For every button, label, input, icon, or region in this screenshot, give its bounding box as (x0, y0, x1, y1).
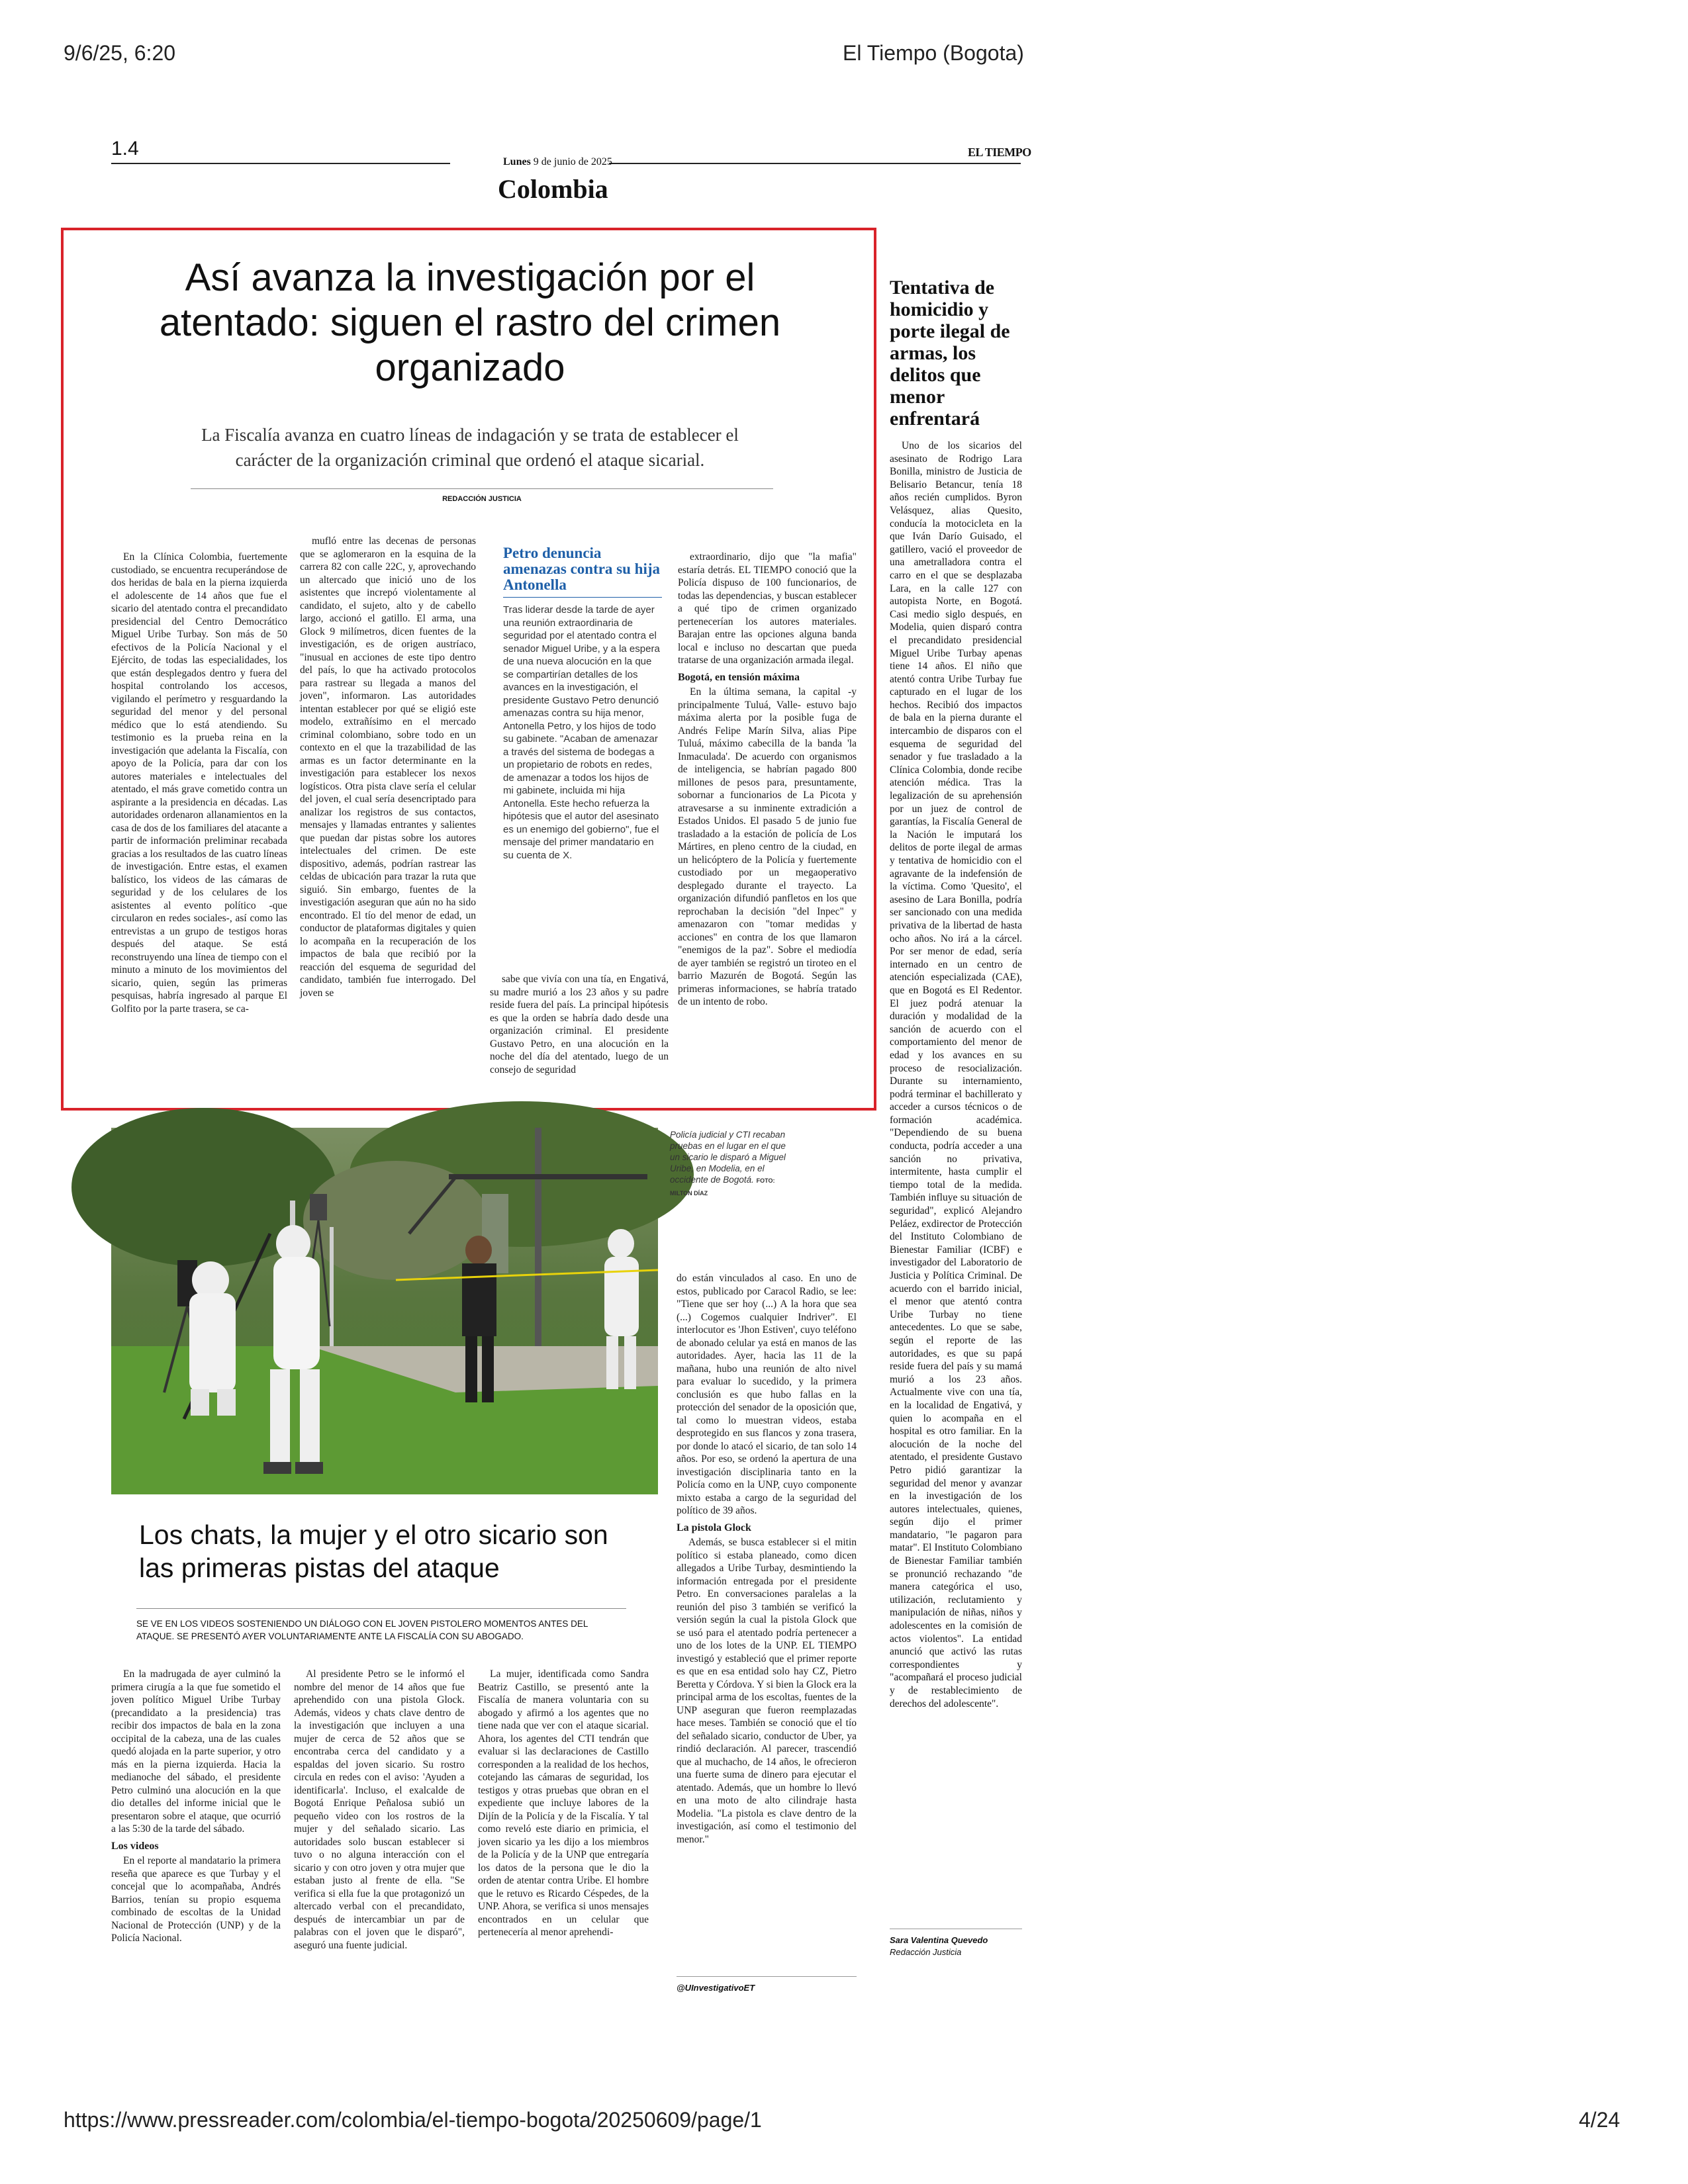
main-deck: La Fiscalía avanza en cuatro líneas de indagación y se trata de establecer el carácter de la organización criminal que ordenó el ataque sicarial. (201, 425, 739, 470)
second-col-3-text: La mujer, identificada como Sandra Beatriz Castillo, se presentó ante la Fiscalía de manera voluntaria con su abogado y afirmó a los agentes que no tiene nada que ver con el ataque sicarial. Ahora, los agentes del CTI tendrán que evaluar si las declaraciones de Castillo corresponden a la realidad de los hechos, cotejando las cámaras de seguridad, los testigos y otras pruebas que obran en el expediente que incluye labores de la Dijín de la Policía y de la Fiscalía. Y tal como reveló este diario en primicia, el joven sicario ya les dijo a los miembros de la Policía y de la UNP que entregaría los datos de la persona que le dio la orden de atentar contra Uribe. El hombre que le retuvo es Ricardo Céspedes, de la UNP. Ahora, se verifica si unos mensajes encontrados en un celular que pertenecería al menor aprehendi- (478, 1668, 649, 1938)
print-datetime: 9/6/25, 6:20 (64, 41, 176, 65)
main-col-2 (300, 535, 476, 1056)
petro-box-text: Tras liderar desde la tarde de ayer una reunión extraordinaria de seguridad por el atentado contra el senador Miguel Uribe, y a la espera de una nueva alocución en la que se compartirían detalles de los avances en la investigación, el presidente Gustavo Petro denunció amenazas contra su hija menor, Antonella Petro, y los hijos de todo su gabinete. "Acaban de amenazar a través del sistema de bodegas a un propietario de robots en redes, de amenazar a todos los hijos de mi gabinete, incluida mi hija Antonella. Este hecho refuerza la hipótesis que el autor del asesinato es un enemigo del gobierno", fue el mensaje del primer mandatario en su cuenta de X. (503, 604, 660, 861)
crime-scene-photo (111, 1128, 658, 1494)
print-page-title: El Tiempo (Bogota) (843, 41, 1024, 65)
main-col-2-text: mufló entre las decenas de personas que se aglomeraron en la esquina de la carrera 82 con calle 22C, y, aprovechando un altercado que inició uno de los asistentes que increpó violentamente al candidato, el sujeto, alto y de cabello largo, accionó el gatillo. El arma, una Glock 9 milímetros, dicen fuentes de la investigación, es de origen austríaco, "inusual en acciones de este tipo dentro del país, lo que ha activado protocolos para rastrear su llegada a manos del joven", informaron. Las autoridades intentan establecer por qué se eligió este modelo, extrañísimo en el mercado criminal colombiano, sobre todo en un contexto en el que la trazabilidad de las armas es un factor determinante en la investigación para establecer los nexos logísticos. Otra pista clave sería el celular del joven, el cual sería desencriptado para analizar los registros de sus contactos, mensajes y llamadas entrantes y salientes que puedan dar pistas sobre los autores intelectuales del crimen. De este dispositivo, además, podrían rastrear las celdas de ubicación para trazar la ruta que siguió. Sin embargo, fuentes de la investigación aseguran que aún no ha sido encontrado. El tío del menor de edad, un conductor de plataformas digitales y quien lo acompaña en la recuperación de los impactos de bala que recibió por la reacción del esquema de seguridad del candidato, también fue interrogado. Del joven se (300, 535, 476, 999)
photo-credit: FOTO: MILTON DÍAZ (670, 1177, 775, 1197)
issue-date-rest: 9 de junio de 2025 (533, 156, 612, 167)
sidebar-author-role: Redacción Justicia (890, 1947, 962, 1957)
main-col-4-text-a: extraordinario, dijo que "la mafia" estaría detrás. EL TIEMPO conoció que la Policía dispuso de 100 funcionarios, de todas las dependencias, y buscan establecer a qué tipo de crimen organizado pertenecerían los autores materiales. Barajan entre las opciones alguna banda local e incluso no descartan que pueda tratarse de una organización armada ilegal. (678, 551, 857, 666)
second-col-2 (294, 1668, 465, 1999)
second-col-4-text-a: do están vinculados al caso. En uno de estos, publicado por Caracol Radio, se lee: "Tiene que ser hoy (...) A la hora que sea (...) Cogemos cualquier Indriver". El interlocutor es 'Jhon Estiven', cuyo teléfono de abonado celular ya está en manos de las autoridades. Ayer, hacia las 11 de la mañana, hubo una reunión de alto nivel para evaluar lo sucedido, y la primera conclusión es que hubo fallas en la protección del senador de la oposición que, tal como lo muestran videos, estaba desprotegido en sus flancos y zona trasera, por donde lo atacó el sicario, de tan solo 14 años. Por eso, se ordenó la apertura de una investigación disciplinaria tanto en la Policía como en la UNP, cuyo componente mixto estaba a cargo de la seguridad del político de 39 años. (677, 1273, 857, 1516)
second-deck: SE VE EN LOS VIDEOS SOSTENIENDO UN DIÁLOGO CON EL JOVEN PISTOLERO MOMENTOS ANTES DEL ATAQUE. SE PRESENTÓ AYER VOLUNTARIAMENTE ANTE LA FISCALÍA CON SU ABOGADO. (136, 1619, 588, 1641)
social-rule (677, 1976, 857, 1977)
second-headline: Los chats, la mujer y el otro sicario son las primeras pistas del ataque (139, 1520, 608, 1583)
petro-box (503, 604, 662, 961)
main-col-3 (490, 973, 669, 1075)
photo-caption-text: Policía judicial y CTI recaban pruebas en el lugar en el que un sicario le disparó a Miguel Uribe, en Modelia, en el occidente de Bogotá. (670, 1130, 786, 1185)
social-handle[interactable]: @UInvestigativoET (677, 1983, 755, 1993)
second-col-1-text-b: En el reporte al mandatario la primera reseña que aparece es que Turbay y el concejal que lo acompañaba, Andrés Barrios, tenían su propio esquema combinado de escoltas de la Unidad Nacional de Protección (UNP) y de la Policía Nacional. (111, 1855, 281, 1944)
main-col-1-text: En la Clínica Colombia, fuertemente custodiado, se encuentra recuperándose de dos heridas de bala en la pierna izquierda el adolescente de 14 años que fue el sicario del atentado contra el precandidato presidencial del Centro Democrático Miguel Uribe Turbay. Son más de 50 efectivos de la Policía Nacional y el Ejército, de todas las especialidades, los que están desplegados dentro y fuera del hospital controlando los accesos, vigilando el perímetro y resguardando la seguridad del menor y del personal médico que lo está atendiendo. Su testimonio es la prueba reina en la investigación que adelanta la Fiscalía, con apoyo de la Policía, para dar con los autores materiales e intelectuales del atentado, el más grave cometido contra un aspirante a la presidencia en décadas. Las autoridades ordenaron allanamientos en la casa de dos de los familiares del atacante a partir de información preliminar recabada gracias a los resultados de las cuatro líneas de investigación. Entre estas, el examen balístico, los videos de las cámaras de seguridad y de los celulares de los asistentes al evento político -que circularon en redes sociales-, así como las entrevistas a un grupo de testigos horas después del ataque. Se está reconstruyendo una línea de tiempo con el minuto a minuto de los movimientos del sicario, quien, según las primeras pesquisas, habría ingresado al parque El Golfito por la parte trasera, se ca- (111, 551, 287, 1015)
newspaper-logo: EL TIEMPO (968, 146, 1031, 159)
issue-date (503, 156, 612, 168)
main-headline: Así avanza la investigación por el atentado: siguen el rastro del crimen organizado (159, 256, 781, 389)
print-page-counter: 4/24 (1579, 2108, 1620, 2132)
section-title: Colombia (498, 174, 608, 204)
subhead-bogota: Bogotá, en tensión máxima (678, 671, 800, 683)
main-col-1 (111, 551, 287, 1056)
issue-date-day: Lunes (503, 156, 531, 167)
sidebar-body-text: Uno de los sicarios del asesinato de Rodrigo Lara Bonilla, ministro de Justicia de Belisario Betancur, tenía 18 años recién cumplidos. Byron Velásquez, alias Quesito, conducía la motocicleta en la que Iván Darío Guisado, el gatillero, vació el proveedor de una ametralladora contra el carro en el que se desplazaba Lara, en la calle 127 con autopista Norte, en Bogotá. Casi medio siglo después, en Modelia, quien disparó contra el precandidato presidencial Miguel Uribe Turbay apenas tiene 14 años. El niño que atentó contra Uribe Turbay fue capturado en el lugar de los hechos. Recibió dos impactos de bala en la pierna durante el intercambio de disparos con el esquema de seguridad del senador y fue trasladado a la Clínica Colombia, donde recibe atención médica. Tras la legalización de su aprehensión por un juez de control de garantías, la Fiscalía General de la Nación le imputará los delitos de porte ilegal de armas y tentativa de homicidio con el agravante de la indefensión de la víctima. Como 'Quesito', el asesino de Lara Bonilla, podría ser sancionado con una medida privativa de la libertad de hasta ocho años. No irá a la cárcel. Por ser menor de edad, sería internado en un centro de atención especializada (CAE), que en Bogotá es El Redentor. El juez podrá atenuar la duración y modalidad de la sanción de acuerdo con el comportamiento del menor de edad y los avances en su proceso de resocialización. Durante su internamiento, podrá terminar el bachillerato y acceder a cursos técnicos o de formación académica. "Dependiendo de su buena conducta, podría acceder a una sanción no privativa, intermitente, hasta cumplir el tiempo total de la medida. También influye su situación de seguridad", explicó Alejandro Peláez, exdirector de Protección del Instituto Colombiano de Bienestar Familiar (ICBF) e investigador del Laboratorio de Justicia y Política Criminal. De acuerdo con el barrido inicial, el menor que atentó contra Uribe Turbay no tiene antecedentes. Lo que se sabe, según el reporte de las autoridades, es que su papá reside fuera del país y su mamá murió a los 23 años. Actualmente vive con una tía, en la localidad de Engativá, y quien lo acompaña en el hospital es otro familiar. En la alocución de la noche del atentado, el presidente Gustavo Petro pidió garantizar la seguridad del menor y avanzar en la investigación de los autores intelectuales, quienes, según dijo el primer mandatario, "le pagaron para matar". El Instituto Colombiano de Bienestar Familiar también se pronunció rechazando "de manera categórica el uso, utilización, reclutamiento y manipulación de niñas, niños y adolescentes en la comisión de actos violentos". La entidad anunció que activó las rutas correspondientes y "acompañará el proceso judicial y de restablecimiento de derechos del adolescente". (890, 440, 1022, 1709)
second-col-4-text-b: Además, se busca establecer si el mitin político si estaba planeado, como dicen allegados a Uribe Turbay, desmintiendo la información entregada por el presidente Petro. En conversaciones paralelas a la reunión del piso 3 también se verificó la versión según la cual la pistola Glock que se usó para el atentado podría pertenecer a uno de los lotes de la UNP. EL TIEMPO investigó y estableció que el primer reporte es que en esa entidad solo hay CZ, Pietro Beretta y Córdova. Y si bien la Glock era la principal arma de los escoltas, fuentes de la UNP aseguran que fueron reemplazadas hace meses. También se conoció que el tío del señalado sicario, conductor de Uber, ya rindió declaración. Al parecer, trascendió que al muchacho, de 14 años, le ofrecieron una fuerte suma de dinero para ejecutar el atentado. Además, que un hombre lo llevó en una moto de alto cilindraje hasta Modelia. "La pistola es clave dentro de la investigación, así como el testimonio del menor." (677, 1537, 857, 1845)
sidebar-body (890, 439, 1022, 1922)
masthead-rule-left (111, 163, 450, 164)
print-url[interactable]: https://www.pressreader.com/colombia/el-tiempo-bogota/20250609/page/1 (64, 2108, 762, 2132)
subhead-videos: Los videos (111, 1840, 159, 1852)
main-col-4-text-b: En la última semana, la capital -y principalmente Tuluá, Valle- estuvo bajo máxima alerta por la posible fuga de Andrés Felipe Marín Silva, alias Pipe Tuluá, máximo cabecilla de la banda 'la Inmaculada'. De acuerdo con organismos de inteligencia, se habrían pagado 800 millones de pesos para, presuntamente, sobornar a funcionarios de La Picota y atravesarse a su inminente extradición a Estados Unidos. El pasado 5 de junio fue trasladado a la estación de policía de Los Mártires, en pleno centro de la ciudad, en un helicóptero de la Policía y fuertemente custodiado por un megaoperativo desplegado durante el trayecto. La organización difundió panfletos en los que reprochaban la decisión "del Inpec" y amenazaron con "tomar medidas y acciones" en contra de los que llamaron "enemigos de la paz". Sobre el mediodía de ayer también se registró un tiroteo en el barrio Mazurén de Bogotá. Según las primeras informaciones, se habría tratado de un intento de robo. (678, 686, 857, 1007)
masthead-rule-right (609, 163, 1021, 164)
second-col-4 (677, 1272, 857, 1970)
second-col-3 (478, 1668, 649, 1999)
main-col-4 (678, 551, 857, 1056)
main-col-3-text: sabe que vivía con una tía, en Engativá, su madre murió a los 23 años y su padre reside fuera del país. La principal hipótesis es que la orden se habría dado desde una organización criminal. El presidente Gustavo Petro, en una alocución en la noche del día del atentado, luego de un consejo de seguridad (490, 974, 669, 1075)
second-deck-rule (136, 1608, 626, 1609)
main-byline: REDACCIÓN JUSTICIA (442, 495, 522, 503)
petro-box-rule (503, 597, 662, 598)
second-col-1-text-a: En la madrugada de ayer culminó la primera cirugía a la que fue sometido el joven político Miguel Uribe Turbay (precandidato a la presidencia) tras recibir dos impactos de bala en la zona occipital de la cabeza, una de las cuales quedó alojada en la parte superior, y otro más en la pierna izquierda. Hacia la medianoche del sábado, el presidente Petro culminó una alocución en la que dio detalles del informe inicial que le presentaron sobre el ataque, que ocurrió a las 5:30 de la tarde del sábado. (111, 1668, 281, 1835)
sidebar-headline: Tentativa de homicidio y porte ilegal de armas, los delitos que menor enfrentará (890, 277, 1010, 430)
sidebar-author: Sara Valentina Quevedo (890, 1935, 988, 1945)
page-number: 1.4 (111, 138, 139, 159)
subhead-glock: La pistola Glock (677, 1522, 751, 1533)
petro-box-title: Petro denuncia amenazas contra su hija Antonella (503, 545, 661, 593)
second-col-1 (111, 1668, 281, 1999)
photo-caption (670, 1129, 796, 1199)
deck-rule (191, 488, 773, 489)
second-col-2-text: Al presidente Petro se le informó el nombre del menor de 14 años que fue aprehendido con una pistola Glock. Además, videos y chats clave dentro de la investigación que incluyen a una mujer de cerca de 52 años que se encontraba cerca del candidato y a espaldas del joven sicario. Su rostro circula en redes con el aviso: 'Ayuden a identificarla'. Incluso, el exalcalde de Bogotá Enrique Peñalosa subió un pequeño video con los rostros de la mujer y del señalado sicario. Las autoridades solo buscan establecer si tuvo o no alguna interacción con el sicario y con otro joven y otra mujer que estaban justo al frente de ella. "Se verifica si ella fue la que protagonizó un altercado verbal con el precandidato, después de intercambiar un par de palabras con el joven que le disparó", aseguró una fuente judicial. (294, 1668, 465, 1951)
